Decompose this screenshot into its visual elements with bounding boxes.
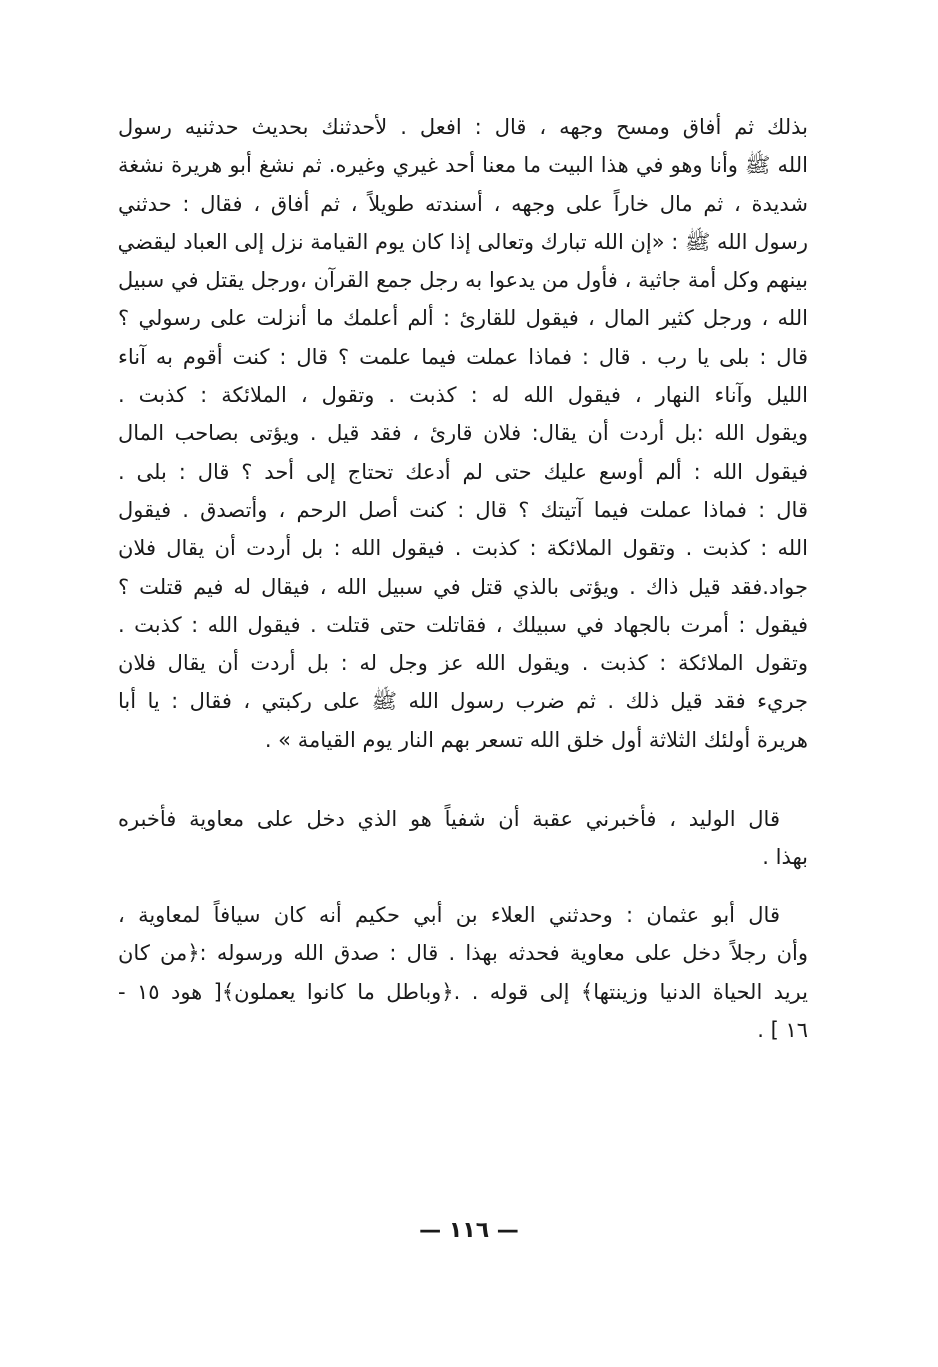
text-line: هريرة أولئك الثلاثة أول خلق الله تسعر بهم النار يوم القيامة » . (264, 727, 808, 752)
paragraph-abu-uthman (118, 896, 808, 1049)
text-line: ١٦ ] . (757, 1017, 808, 1042)
text-line: بذلك ثم أفاق ومسح وجهه ، قال : افعل . لأحدثنك بحديث حدثنيه رسول (118, 115, 808, 139)
paragraph-al-walid (118, 800, 808, 877)
paragraph-hadith (118, 108, 808, 759)
text-line: فيقول الله : ألم أوسع عليك حتى لم أدعك تحتاج إلى أحد ؟ قال : بلى . (118, 459, 808, 484)
text-line: قال الوليد ، فأخبرني عقبة أن شفياً هو الذي دخل على معاوية فأخبره (118, 807, 780, 831)
page-number: — ١١٦ — (419, 1218, 519, 1243)
text-line: الله : كذبت . وتقول الملائكة : كذبت . فيقول الله : بل أردت أن يقال فلان (118, 536, 808, 561)
text-line: شديدة ، ثم مال خاراً على وجهه ، أسندته طويلاً ، ثم أفاق ، فقال : حدثني (118, 191, 808, 216)
text-line: فيقول : أمرت بالجهاد في سبيلك ، فقاتلت حتى قتلت . فيقول الله : كذبت . (118, 612, 808, 637)
text-line: قال : بلى يا رب . قال : فماذا عملت فيما علمت ؟ قال : كنت أقوم به آناء (118, 344, 808, 369)
text-line: وتقول الملائكة : كذبت . ويقول الله عز وجل له : بل أردت أن يقال فلان (118, 651, 808, 676)
text-line: جواد.فقد قيل ذاك . ويؤتى بالذي قتل في سبيل الله ، فيقال له فيم قتلت ؟ (118, 574, 808, 599)
text-line: قال : فماذا عملت فيما آتيتك ؟ قال : كنت أصل الرحم ، وأتصدق . فيقول (118, 497, 808, 522)
text-line: وأن رجلاً دخل على معاوية فحدثه بهذا . قال : صدق الله ورسوله :﴿من كان (118, 941, 808, 966)
text-line: بينهم وكل أمة جاثية ، فأول من يدعوا به رجل جمع القرآن ،ورجل يقتل في سبيل (118, 268, 808, 293)
text-line: قال أبو عثمان : وحدثني العلاء بن أبي حكيم أنه كان سيافاً لمعاوية ، (118, 903, 780, 927)
text-line: بهذا . (762, 845, 808, 870)
text-line: رسول الله ﷺ : «إن الله تبارك وتعالى إذا كان يوم القيامة نزل إلى العباد ليقضي (118, 229, 808, 254)
text-line: الله ، ورجل كثير المال ، فيقول للقارئ : ألم أعلمك ما أنزلت على رسولي ؟ (118, 306, 808, 331)
text-line: جريء فقد قيل ذلك . ثم ضرب رسول الله ﷺ على ركبتي ، فقال : يا أبا (118, 689, 808, 714)
text-line: الله ﷺ وأنا وهو في هذا البيت ما معنا أحد غيري وغيره. ثم نشغ أبو هريرة نشغة (118, 153, 808, 178)
text-line: الليل وآناء النهار ، فيقول الله له : كذبت . وتقول ، الملائكة : كذبت . (118, 383, 808, 408)
text-line: ويقول الله :بل أردت أن يقال: فلان قارئ ، فقد قيل . ويؤتى بصاحب المال (118, 421, 808, 446)
text-line: يريد الحياة الدنيا وزينتها﴾ إلى قوله . .﴿وباطل ما كانوا يعملون﴾[ هود ١٥ - (118, 979, 808, 1004)
